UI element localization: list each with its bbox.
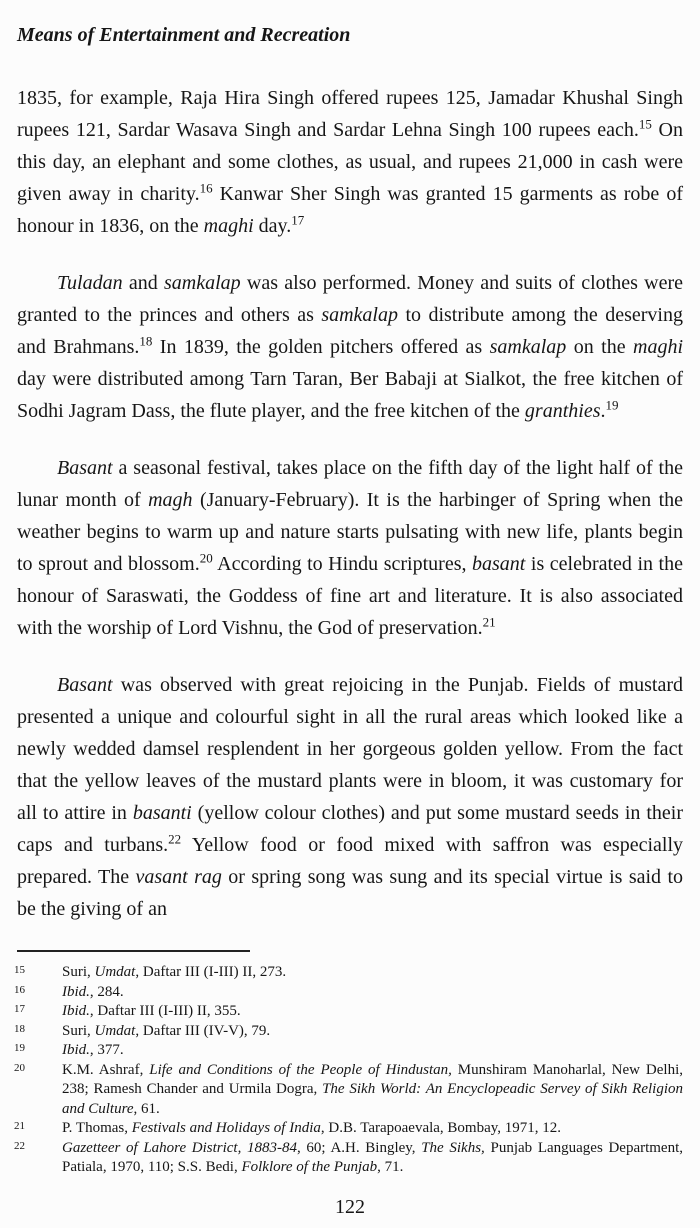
footnote — [14, 1041, 683, 1061]
footnote-number: 16 — [14, 983, 25, 996]
paragraph: 1835, for example, Raja Hira Singh offered rupees 125, Jamadar Khushal Singh rupees 121, Sardar Wasava Singh and Sardar Lehna Singh 100 rupees each.$^{15}$ On this day, an elephant and some clothes, as usual, and rupees 21,000 in cash were given away in charity.$^{16}$ Kanwar Sher Singh was granted 15 garments as robe of honour in 1836, on the maghi day.$^{17}$ — [17, 87, 683, 237]
footnote — [14, 963, 683, 983]
footnote-text: P. Thomas, Festivals and Holidays of India, D.B. Tarapoaevala, Bombay, 1971, 12. — [62, 1120, 562, 1136]
page-title: Means of Entertainment and Recreation — [17, 24, 351, 46]
paragraph: Basant a seasonal festival, takes place on the fifth day of the light half of the lunar month of magh (January-February). It is the harbinger of Spring when the weather begins to warm up and nature starts pulsating with new life, plants begin to sprout and blossom.$^{20}$ According to Hindu scriptures, basant is celebrated in the honour of Saraswati, the Goddess of fine art and literature. It is also associated with the worship of Lord Vishnu, the God of preservation.$^{21}$ — [17, 457, 684, 639]
footnote-number: 18 — [14, 1022, 25, 1035]
footnote-separator — [17, 950, 250, 952]
footnote — [14, 1139, 684, 1178]
footnote-number: 22 — [14, 1139, 25, 1152]
footnote — [14, 983, 683, 1003]
footnote — [14, 1022, 683, 1042]
footnote-text: Gazetteer of Lahore District, 1883-84, 60; A.H. Bingley, The Sikhs, Punjab Languages Department, Patiala, 1970, 110; S.S. Bedi, Folklore of the Punjab, 71. — [62, 1139, 684, 1175]
footnote-number: 15 — [14, 964, 25, 976]
footnote-number: 19 — [14, 1042, 25, 1054]
paragraph: Tuladan and samkalap was also performed. Money and suits of clothes were granted to the princes and others as samkalap to distribute among the deserving and Brahmans.$^{18}$ In 1839, the golden pitchers offered as samkalap on the maghi day were distributed among Tarn Taran, Ber Babaji at Sialkot, the free kitchen of Sodhi Jagram Dass, the flute player, and the free kitchen of the granthies.$^{19}$ — [17, 272, 683, 422]
footnotes-section — [14, 950, 684, 1178]
footnote-text: Ibid., 284. — [62, 983, 124, 1000]
footnote-number: 20 — [14, 1061, 25, 1074]
footnote-number: 17 — [14, 1003, 25, 1015]
footnote-text: Ibid., 377. — [62, 1042, 124, 1058]
footnote-number: 21 — [14, 1120, 25, 1132]
footnote-text: Suri, Umdat, Daftar III (IV-V), 79. — [62, 1022, 271, 1039]
footnote-text: Suri, Umdat, Daftar III (I-III) II, 273. — [62, 964, 287, 980]
footnote — [14, 1061, 683, 1120]
footnote-text: K.M. Ashraf, Life and Conditions of the People of Hindustan, Munshiram Manoharlal, New Delhi, 238; Ramesh Chander and Urmila Dogra, The Sikh World: An Encyclopeadic Servey of Sikh Religion and Culture, 61. — [62, 1061, 683, 1117]
footnote-text: Ibid., Daftar III (I-III) II, 355. — [62, 1003, 241, 1019]
page-number: 122 — [335, 1196, 365, 1218]
footnote — [14, 1002, 683, 1022]
paragraph: Basant was observed with great rejoicing in the Punjab. Fields of mustard presented a unique and colourful sight in all the rural areas which looked like a newly wedded damsel resplendent in her gorgeous golden yellow. From the fact that the yellow leaves of the mustard plants were in bloom, it was customary for all to attire in basanti (yellow colour clothes) and put some mustard seeds in their caps and turbans.$^{22}$ Yellow food or food mixed with saffron was especially prepared. The vasant rag or spring song was sung and its special virtue is said to be the giving of an — [17, 674, 684, 920]
footnote — [14, 1119, 683, 1139]
